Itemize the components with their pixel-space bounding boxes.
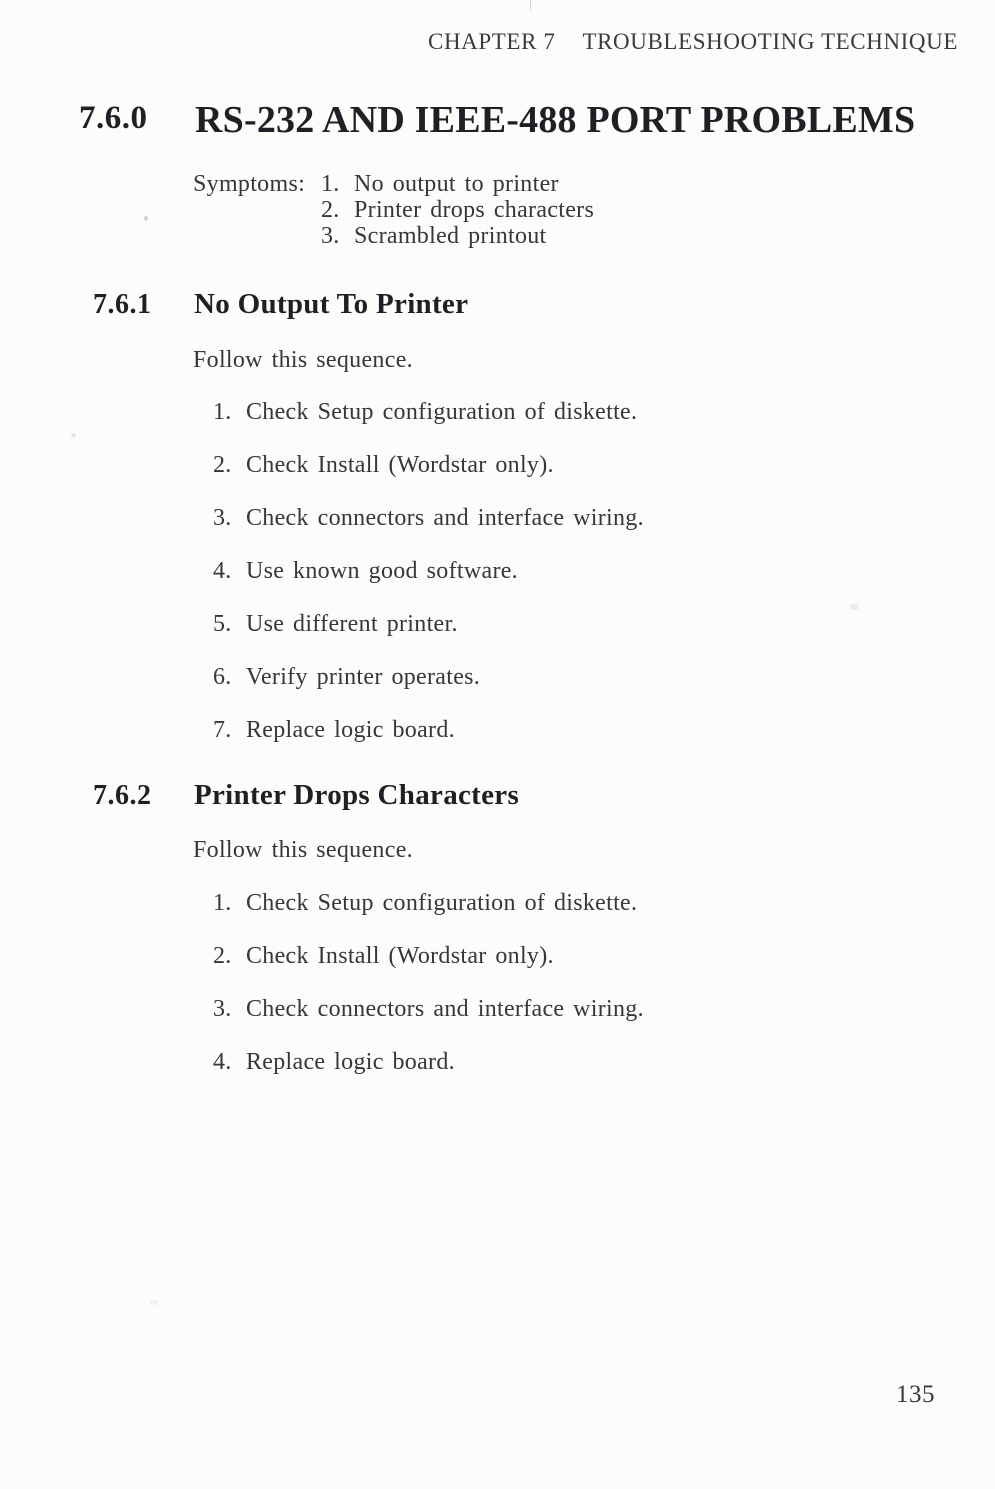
scan-artifact (71, 433, 76, 437)
symptom-item (321, 223, 594, 249)
subsection-number: 7.6.1 (93, 289, 152, 320)
subsection-title: No Output To Printer (194, 288, 469, 320)
header-gap (555, 29, 582, 55)
step-text: Verify printer operates. (246, 664, 481, 690)
step-number: 2. (213, 943, 232, 969)
subsection-number: 7.6.2 (93, 780, 152, 811)
page-number: 135 (896, 1381, 935, 1408)
section-title: RS-232 AND IEEE-488 PORT PROBLEMS (195, 99, 916, 141)
steps-list (213, 399, 644, 770)
subsection-intro: Follow this sequence. (193, 837, 413, 863)
step-item (213, 717, 644, 743)
step-text: Use known good software. (246, 558, 518, 584)
step-item (213, 996, 644, 1022)
step-number: 5. (213, 611, 232, 637)
step-text: Check Install (Wordstar only). (246, 943, 554, 969)
step-item (213, 452, 644, 478)
step-text: Check connectors and interface wiring. (246, 996, 644, 1022)
subsection-title: Printer Drops Characters (194, 779, 520, 811)
symptom-number: 3. (321, 223, 340, 249)
scan-artifact (530, 0, 531, 11)
subsection-intro: Follow this sequence. (193, 347, 413, 373)
step-text: Use different printer. (246, 611, 458, 637)
symptom-number: 1. (321, 171, 340, 197)
step-item (213, 1049, 644, 1075)
symptoms-label: Symptoms: (193, 171, 306, 197)
symptom-item (321, 171, 594, 197)
symptom-text: Scrambled printout (354, 223, 547, 249)
step-text: Check Install (Wordstar only). (246, 452, 554, 478)
step-number: 1. (213, 890, 232, 916)
symptoms-list (321, 171, 594, 249)
step-number: 2. (213, 452, 232, 478)
symptom-text: Printer drops characters (354, 197, 595, 223)
step-number: 1. (213, 399, 232, 425)
step-text: Check connectors and interface wiring. (246, 505, 644, 531)
step-item (213, 505, 644, 531)
step-item (213, 943, 644, 969)
step-text: Replace logic board. (246, 1049, 455, 1075)
chapter-title: TROUBLESHOOTING TECHNIQUE (582, 29, 958, 54)
step-item (213, 399, 644, 425)
chapter-label: CHAPTER 7 (428, 29, 556, 54)
section-number: 7.6.0 (79, 100, 148, 136)
step-item (213, 611, 644, 637)
step-text: Check Setup configuration of diskette. (246, 890, 638, 916)
scan-artifact (850, 604, 859, 610)
step-number: 7. (213, 717, 232, 743)
step-item (213, 558, 644, 584)
step-text: Replace logic board. (246, 717, 455, 743)
step-number: 4. (213, 1049, 232, 1075)
step-number: 4. (213, 558, 232, 584)
symptom-number: 2. (321, 197, 340, 223)
steps-list (213, 890, 644, 1102)
scan-artifact (150, 1300, 158, 1305)
step-number: 6. (213, 664, 232, 690)
step-text: Check Setup configuration of diskette. (246, 399, 638, 425)
scan-artifact (144, 216, 148, 221)
symptom-text: No output to printer (354, 171, 559, 197)
step-item (213, 664, 644, 690)
step-number: 3. (213, 996, 232, 1022)
symptom-item (321, 197, 594, 223)
step-item (213, 890, 644, 916)
running-header (428, 29, 958, 55)
step-number: 3. (213, 505, 232, 531)
